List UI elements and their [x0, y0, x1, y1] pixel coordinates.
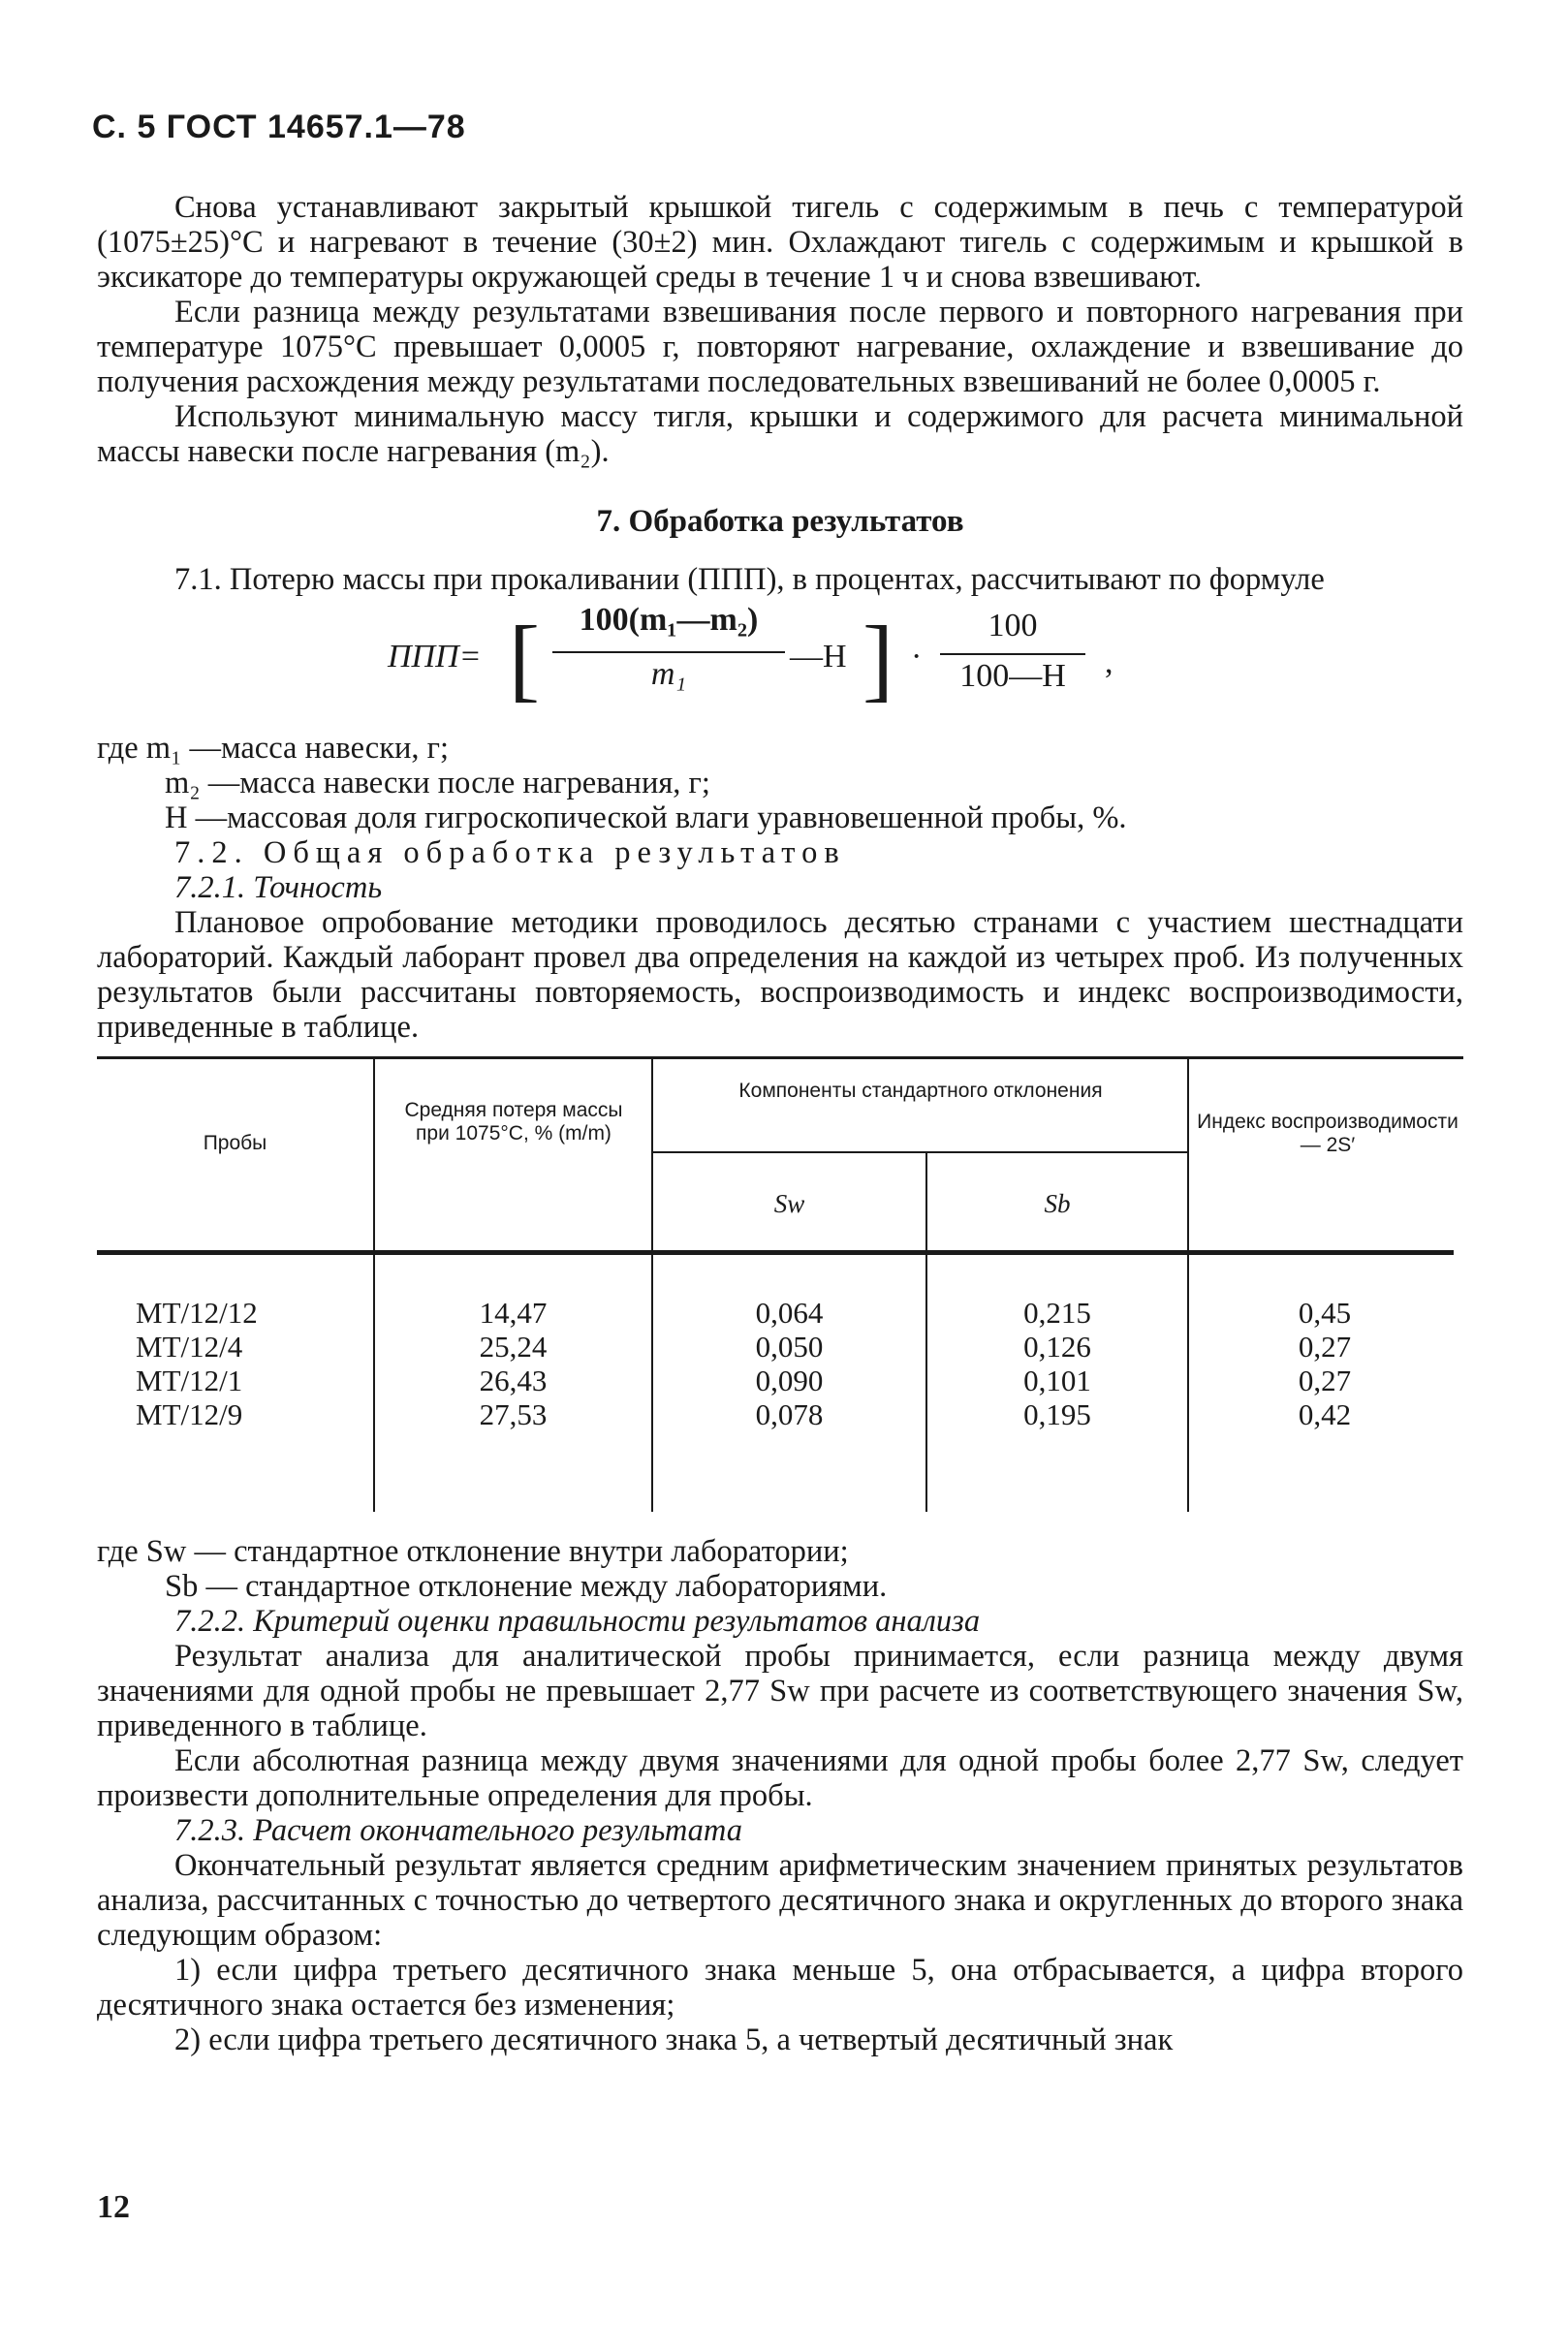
paragraph-7-2: 7.2. Общая обработка результатов [174, 835, 846, 870]
legend-sb: Sb — стандартное отклонение между лабораториями. [165, 1569, 888, 1604]
table-cell-sw: 0,050 [755, 1330, 824, 1364]
table-cell-idx: 0,45 [1298, 1296, 1352, 1330]
formula-legend [97, 731, 1463, 835]
table-cell-probe: MT/12/1 [136, 1364, 243, 1397]
page-number: 12 [97, 2189, 130, 2225]
table-cell-mean: 27,53 [479, 1397, 548, 1431]
table-cell-mean: 25,24 [479, 1330, 548, 1364]
table-cell-sb: 0,126 [1023, 1330, 1091, 1364]
formula-denominator-2: 100—H [959, 658, 1066, 694]
table-cell-sb: 0,195 [1023, 1397, 1091, 1431]
table-cell-mean: 14,47 [479, 1296, 548, 1330]
header-index: Индекс воспроизводимости— 2S′ [1197, 1111, 1458, 1156]
header-mean-loss: Средняя потеря массы при 1075°С, % (m/m) [404, 1099, 623, 1145]
legend-m1: где m₁ —масса навески, г; [97, 731, 450, 766]
paragraph-final-2: 1) если цифра третьего десятичного знака меньше 5, она отбрасывается, а цифра второго десятичного знака остается без изменения; [97, 1953, 1463, 2023]
table-cell-sb: 0,101 [1023, 1364, 1091, 1397]
legend-sw: где Sw — стандартное отклонение внутри лаборатории; [97, 1534, 849, 1569]
formula-dot: · [911, 639, 923, 674]
legend-m2: m₂ —масса навески после нагревания, г; [165, 766, 710, 800]
table-cell-sb: 0,215 [1023, 1296, 1091, 1330]
formula-numerator: 100(m₁—m₂) [579, 602, 759, 638]
section-title: 7. Обработка результатов [596, 504, 964, 539]
table-cell-sw: 0,090 [755, 1364, 824, 1397]
paragraph-final-3: 2) если цифра третьего десятичного знака 5, а четвертый десятичный знак [174, 2023, 1174, 2057]
header-probe: Пробы [203, 1132, 267, 1154]
formula-bracket-left: [ [509, 607, 540, 710]
header-sw: Sw [773, 1189, 805, 1218]
table-cell-sw: 0,064 [755, 1296, 824, 1330]
paragraph-7-1: 7.1. Потерю массы при прокаливании (ППП), в процентах, рассчитывают по формуле [174, 562, 1325, 597]
table-cell-probe: MT/12/12 [136, 1296, 258, 1330]
header-components: Компоненты стандартного отклонения [738, 1080, 1103, 1102]
paragraph-precision: Плановое опробование методики проводилось десятью странами с участием шестнадцати лабораторий. Каждый лаборант провел два определения на каждой из четырех проб. Из полученных результатов были рассчитаны повторяемость, воспроизводимость и индекс воспроизводимости, приведенные в таблице. [97, 905, 1463, 1045]
paragraph-criterion-1: Результат анализа для аналитической пробы принимается, если разница между двумя значениями для одной пробы не превышает 2,77 Sw при расчете из соответствующего значения Sw, приведенного в таблице. [97, 1639, 1463, 1743]
formula-fraction-line-2 [940, 653, 1085, 655]
table-cell-mean: 26,43 [479, 1364, 548, 1397]
paragraph-reheat: Снова устанавливают закрытый крышкой тигель с содержимым в печь с температурой (1075±25)°С и нагревают в течение (30±2) мин. Охлаждают тигель с содержимым и крышкой в эксикаторе до температуры окружающей среды в течение 1 ч и снова взвешивают. [97, 190, 1463, 295]
page-header: С. 5 ГОСТ 14657.1—78 [92, 109, 466, 145]
table-cell-idx: 0,27 [1298, 1330, 1352, 1364]
paragraph-final-1: Окончательный результат является средним арифметическим значением принятых результатов анализа, рассчитанных с точностью до четвертого десятичного знака и округленных до второго знака следующим образом: [97, 1848, 1463, 1953]
paragraph-criterion-2: Если абсолютная разница между двумя значениями для одной пробы более 2,77 Sw, следует произвести дополнительные определения для пробы. [97, 1743, 1463, 1813]
table-cell-sw: 0,078 [755, 1397, 824, 1431]
table-legend [97, 1534, 1463, 1604]
formula-comma: , [1105, 644, 1113, 680]
formula-fraction-line [552, 651, 785, 653]
formula-numerator-2: 100 [988, 608, 1038, 643]
formula-denominator: m₁ [650, 656, 687, 692]
table-cell-probe: MT/12/9 [136, 1397, 243, 1431]
paragraph-7-2-1: 7.2.1. Точность [174, 870, 383, 905]
document-body [97, 190, 1463, 2057]
results-table [97, 1056, 1463, 1517]
paragraph-7-2-3: 7.2.3. Расчет окончательного результата [174, 1813, 743, 1848]
formula-bracket-right: ] [862, 607, 894, 710]
table-cell-idx: 0,42 [1298, 1397, 1352, 1431]
paragraph-7-2-2: 7.2.2. Критерий оценки правильности результатов анализа [174, 1604, 981, 1639]
formula-minus-h: —H [790, 639, 847, 674]
table-cell-probe: MT/12/4 [136, 1330, 243, 1364]
table-cell-idx: 0,27 [1298, 1364, 1352, 1397]
paragraph-difference: Если разница между результатами взвешивания после первого и повторного нагревания при температуре 1075°С превышает 0,0005 г, повторяют нагревание, охлаждение и взвешивание до получения расхождения между результатами последовательных взвешиваний не более 0,0005 г. [97, 295, 1463, 399]
formula-ppp [97, 603, 1463, 719]
legend-h: H —массовая доля гигроскопической влаги уравновешенной пробы, %. [165, 800, 1127, 835]
paragraph-min-mass: Используют минимальную массу тигля, крышки и содержимого для расчета минимальной массы навески после нагревания (m₂). [97, 399, 1463, 469]
header-sb: Sb [1044, 1189, 1071, 1218]
formula-lhs: ППП= [388, 639, 482, 674]
